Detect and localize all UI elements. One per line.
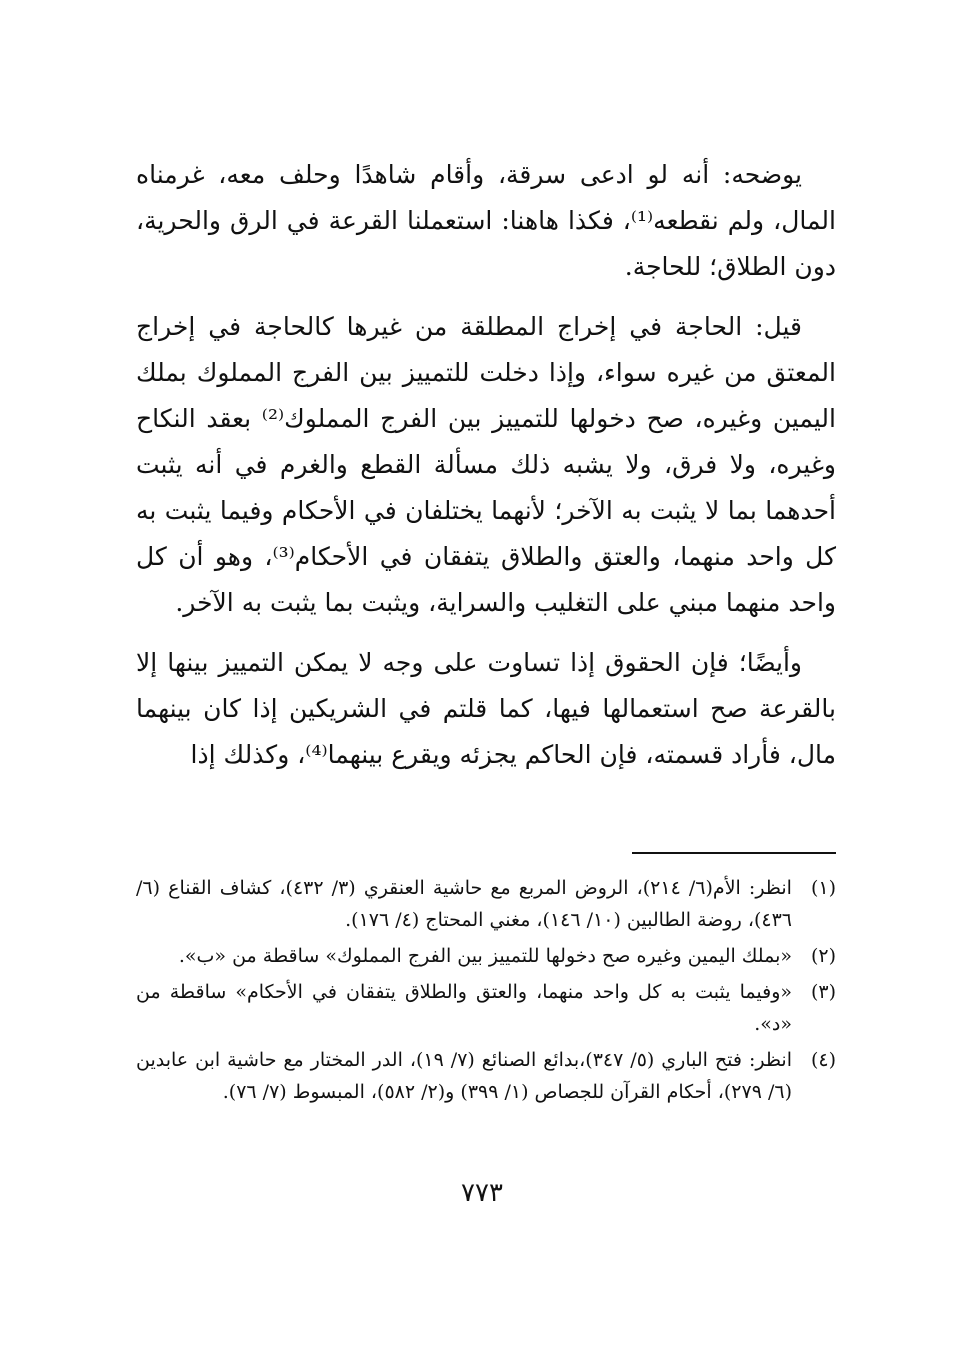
footnote-2: [136, 940, 836, 972]
page-number: ٧٧٣: [461, 1178, 503, 1208]
footnote-number: (١): [810, 877, 836, 899]
paragraph-2: قيل: الحاجة في إخراج المطلقة من غيرها كالحاجة في إخراج المعتق من غيره سواء، وإذا دخلت للتمييز بين الفرج المملوك بملك اليمين وغيره، صح دخولها للتمييز بين الفرج المملوك⁽²⁾ بعقد النكاح وغيره، ولا فرق، ولا يشبه ذلك مسألة القطع والغرم في أنه يثبت أحدهما بما لا يثبت به الآخر؛ لأنهما يختلفان في الأحكام وفيما يثبت به كل واحد منهما، والعتق والطلاق يتفقان في الأحكام⁽³⁾، وهو أن كل واحد منهما مبني على التغليب والسراية، ويثبت بما يثبت به الآخر.: [136, 312, 836, 617]
footnotes: [136, 872, 836, 1112]
footnote-3: [136, 976, 836, 1040]
footnote-number: (٤): [810, 1049, 836, 1071]
footnote-text: انظر: الأم(٦/ ٢١٤)، الروض المربع مع حاشية العنقري (٣/ ٤٣٢)، كشاف القناع (٦/ ٤٣٦)، روضة الطالبين (١٠/ ١٤٦)، مغني المحتاج (٤/ ١٧٦).: [136, 877, 792, 931]
footnote-text: «وفيما يثبت به كل واحد منهما، والعتق والطلاق يتفقان في الأحكام» ساقطة من «د».: [136, 981, 792, 1035]
footnote-number: (٣): [810, 981, 836, 1003]
footnote-1: [136, 872, 836, 936]
footnote-text: «بملك اليمين وغيره صح دخولها للتمييز بين الفرج المملوك» ساقطة من «ب».: [178, 945, 792, 967]
main-text: [136, 152, 836, 792]
footnote-separator: [632, 852, 836, 854]
footnote-4: [136, 1044, 836, 1108]
paragraph-3: وأيضًا؛ فإن الحقوق إذا تساوت على وجه لا يمكن التمييز بينها إلا بالقرعة صح استعمالها فيها، كما قلتم في الشريكين إذا كان بينهما مال، فأراد قسمته، فإن الحاكم يجزئه ويقرع بينهما⁽⁴⁾، وكذلك إذا: [136, 648, 836, 769]
footnote-text: انظر: فتح الباري (٥/ ٣٤٧)،بدائع الصنائع (٧/ ١٩)، الدر المختار مع حاشية ابن عابدين (٦/ ٢٧٩)، أحكام القرآن للجصاص (١/ ٣٩٩) و(٢/ ٥٨٢)، المبسوط (٧/ ٧٦).: [136, 1049, 792, 1103]
footnote-number: (٢): [810, 945, 836, 967]
paragraph-1: يوضحه: أنه لو ادعى سرقة، وأقام شاهدًا وحلف معه، غرمناه المال، ولم نقطعه⁽¹⁾، فكذا هاهنا: استعملنا القرعة في الرق والحرية، دون الطلاق؛ للحاجة.: [136, 160, 837, 281]
